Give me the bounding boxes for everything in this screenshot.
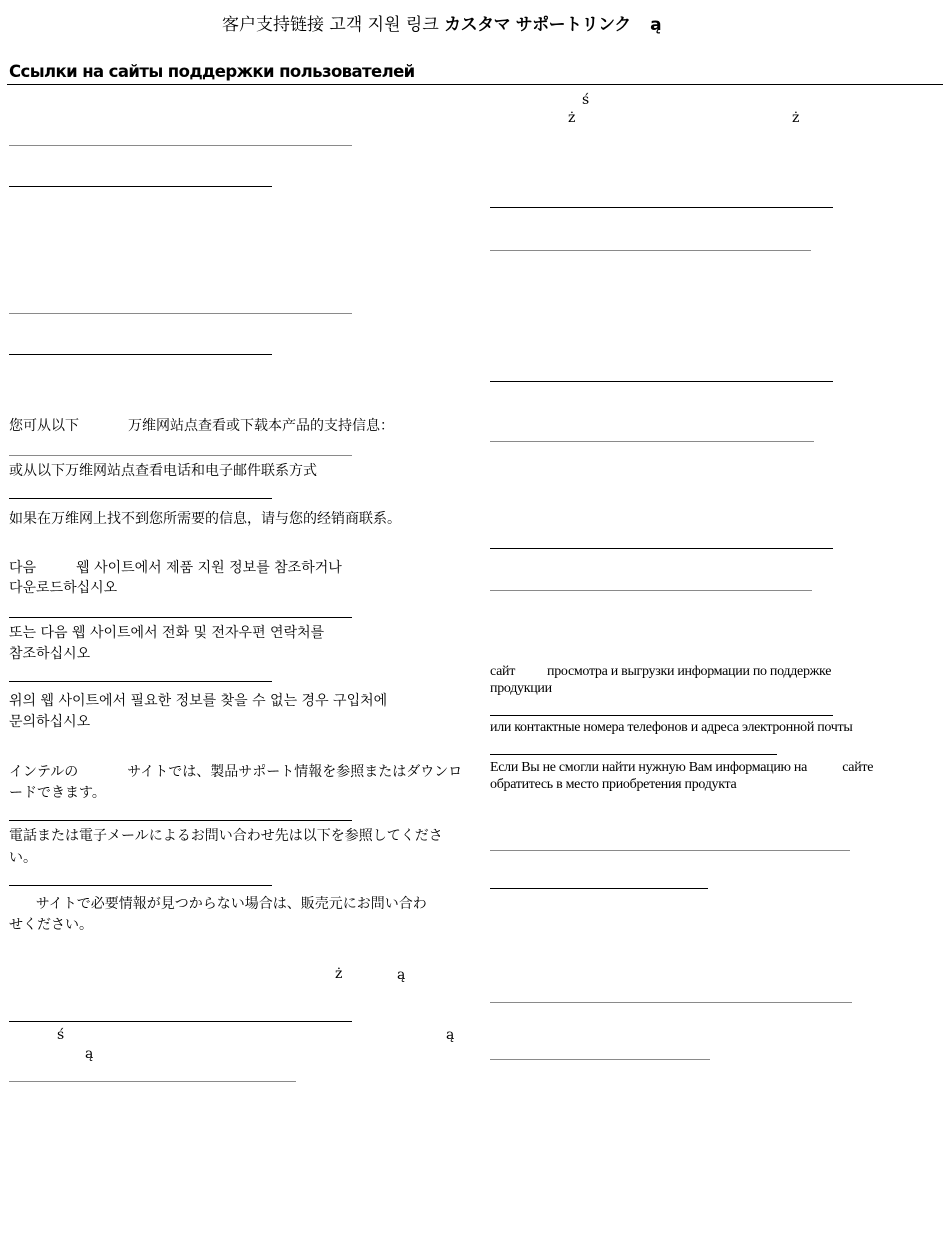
pl-char-a: ą — [85, 1046, 94, 1062]
ko-paragraph-1a: 다음 웹 사이트에서 제품 지원 정보를 참조하거나 — [9, 560, 342, 576]
link-line[interactable] — [9, 455, 352, 456]
link-line[interactable] — [9, 186, 272, 187]
link-line[interactable] — [9, 145, 352, 146]
zh-paragraph-2: 或从以下万维网站点查看电话和电子邮件联系方式 — [9, 463, 317, 479]
link-line[interactable] — [490, 888, 708, 889]
ko-paragraph-2b: 참조하십시오 — [9, 646, 91, 662]
link-line[interactable] — [490, 548, 833, 549]
ja-paragraph-1b: ードできます。 — [9, 785, 106, 801]
zh-paragraph-1: 您可从以下 万维网站点查看或下载本产品的支持信息： — [9, 418, 394, 434]
link-line[interactable] — [490, 754, 777, 755]
pl-char-z: ż — [335, 966, 343, 982]
pl-char-s: ś — [582, 92, 590, 108]
pl-char-s: ś — [57, 1027, 65, 1043]
ru-paragraph-3a: Если Вы не смогли найти нужную Вам информацию на сайте — [490, 760, 874, 775]
ko-paragraph-1b: 다운로드하십시오 — [9, 580, 118, 596]
ja-paragraph-2b: い。 — [9, 850, 37, 866]
link-line[interactable] — [9, 1081, 296, 1082]
link-line[interactable] — [490, 250, 811, 251]
ja-paragraph-1a: インテルの サイトでは、製品サポート情報を参照またはダウンロ — [9, 764, 463, 780]
link-line[interactable] — [490, 207, 833, 208]
link-line[interactable] — [9, 354, 272, 355]
section-title: Ссылки на сайты поддержки пользователей — [9, 62, 415, 81]
ja-paragraph-3b: せください。 — [9, 917, 93, 933]
ko-paragraph-3b: 문의하십시오 — [9, 714, 91, 730]
ru-paragraph-2: или контактные номера телефонов и адреса электронной почты — [490, 720, 853, 735]
link-line[interactable] — [490, 590, 812, 591]
link-line[interactable] — [490, 1059, 710, 1060]
pl-char-a: ą — [397, 967, 406, 983]
link-line[interactable] — [9, 885, 272, 886]
ja-paragraph-3a: サイトで必要情報が見つからない場合は、販売元にお問い合わ — [9, 896, 427, 912]
link-line[interactable] — [9, 498, 272, 499]
link-line[interactable] — [490, 441, 814, 442]
link-line[interactable] — [490, 715, 833, 716]
link-line[interactable] — [490, 850, 850, 851]
ru-paragraph-3b: обратитесь в место приобретения продукта — [490, 777, 737, 792]
page-header — [222, 10, 661, 35]
header-title-cjk: 客户支持链接 고객 지원 링크 — [222, 15, 445, 35]
link-line[interactable] — [490, 381, 833, 382]
ru-paragraph-1b: продукции — [490, 681, 552, 696]
pl-char-z: ż — [568, 110, 576, 126]
link-line[interactable] — [9, 681, 272, 682]
link-line[interactable] — [9, 820, 352, 821]
pl-char-a: ą — [446, 1027, 455, 1043]
link-line[interactable] — [490, 1002, 852, 1003]
link-line[interactable] — [9, 1021, 352, 1022]
ko-paragraph-2a: 또는 다음 웹 사이트에서 전화 및 전자우편 연락처를 — [9, 625, 325, 641]
section-divider — [7, 84, 943, 85]
ko-paragraph-3a: 위의 웹 사이트에서 필요한 정보를 찾을 수 없는 경우 구입처에 — [9, 693, 388, 709]
zh-paragraph-3: 如果在万维网上找不到您所需要的信息，请与您的经销商联系。 — [9, 511, 401, 527]
ja-paragraph-2a: 電話または電子メールによるお問い合わせ先は以下を参照してくださ — [9, 828, 443, 844]
pl-char-z: ż — [792, 110, 800, 126]
ru-paragraph-1a: сайт просмотра и выгрузки информации по поддержке — [490, 664, 832, 679]
link-line[interactable] — [9, 617, 352, 618]
header-title-pl: ą — [650, 15, 662, 35]
link-line[interactable] — [9, 313, 352, 314]
header-title-jp: カスタマ サポートリンク — [444, 15, 631, 35]
